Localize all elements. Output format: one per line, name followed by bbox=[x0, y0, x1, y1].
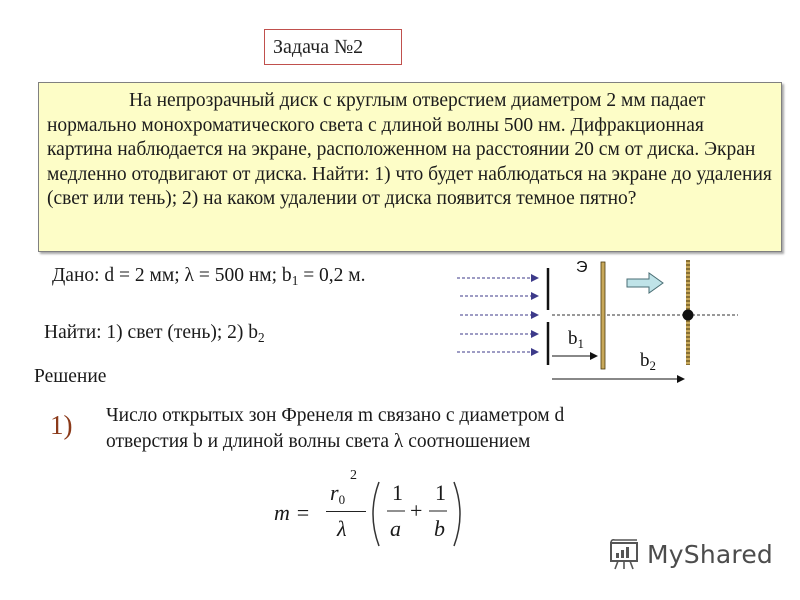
term2-denominator: b bbox=[434, 516, 445, 541]
dark-spot bbox=[683, 310, 694, 321]
incident-rays bbox=[457, 278, 538, 352]
given-data bbox=[52, 265, 366, 287]
formula-superscript: 2 bbox=[350, 468, 357, 483]
brand-watermark[interactable] bbox=[607, 534, 773, 574]
formula-numerator: $r_0$ bbox=[330, 480, 346, 507]
find-subscript: 2 bbox=[258, 329, 265, 345]
step-line-2: отверстия b и длиной волны света λ соотношением bbox=[106, 431, 531, 452]
move-arrow-icon bbox=[627, 273, 663, 293]
brand-name: MyShared bbox=[647, 539, 773, 569]
term1-numerator: 1 bbox=[392, 480, 403, 505]
screen-initial bbox=[601, 262, 605, 369]
step-text bbox=[106, 403, 564, 455]
slide-title: Задача №2 bbox=[264, 29, 402, 65]
b2-label: $b_2$ bbox=[640, 350, 656, 373]
given-subscript: 1 bbox=[291, 272, 299, 288]
problem-statement-box bbox=[38, 82, 782, 252]
fresnel-formula bbox=[274, 468, 464, 548]
formula-lhs: m = bbox=[274, 500, 311, 525]
formula-denominator: λ bbox=[337, 516, 347, 541]
fraction-bar bbox=[326, 511, 366, 512]
presentation-board-icon bbox=[607, 537, 641, 571]
screen-label: Э bbox=[576, 259, 588, 276]
given-text: Дано: d = 2 мм; λ = 500 нм; b bbox=[52, 265, 292, 286]
find-text: Найти: 1) свет (тень); 2) b bbox=[44, 322, 258, 343]
diagram-graphic bbox=[440, 255, 750, 390]
problem-text: На непрозрачный диск с круглым отверстием диаметром 2 мм падает нормально монохроматического света с длиной волны 500 нм. Дифракционная картина наблюдается на экране, расположенном на расстоянии 20 см от диска. Экран медленно отодвигают от диска. Найти: 1) что будет наблюдаться на экране до удаления (свет или тень); 2) на каком удалении от диска появится темное пятно? bbox=[47, 90, 772, 210]
term1-denominator: a bbox=[390, 516, 401, 541]
solution-heading: Решение bbox=[34, 366, 107, 387]
given-suffix: = 0,2 м. bbox=[298, 265, 366, 286]
step-line-1: Число открытых зон Френеля m связано с диаметром d bbox=[106, 405, 565, 426]
b1-label: $b_1$ bbox=[568, 328, 584, 351]
step-number: 1) bbox=[50, 410, 73, 440]
term2-numerator: 1 bbox=[435, 480, 446, 505]
diffraction-diagram bbox=[440, 255, 750, 390]
find-data bbox=[44, 322, 265, 344]
plus-sign: + bbox=[410, 498, 423, 523]
